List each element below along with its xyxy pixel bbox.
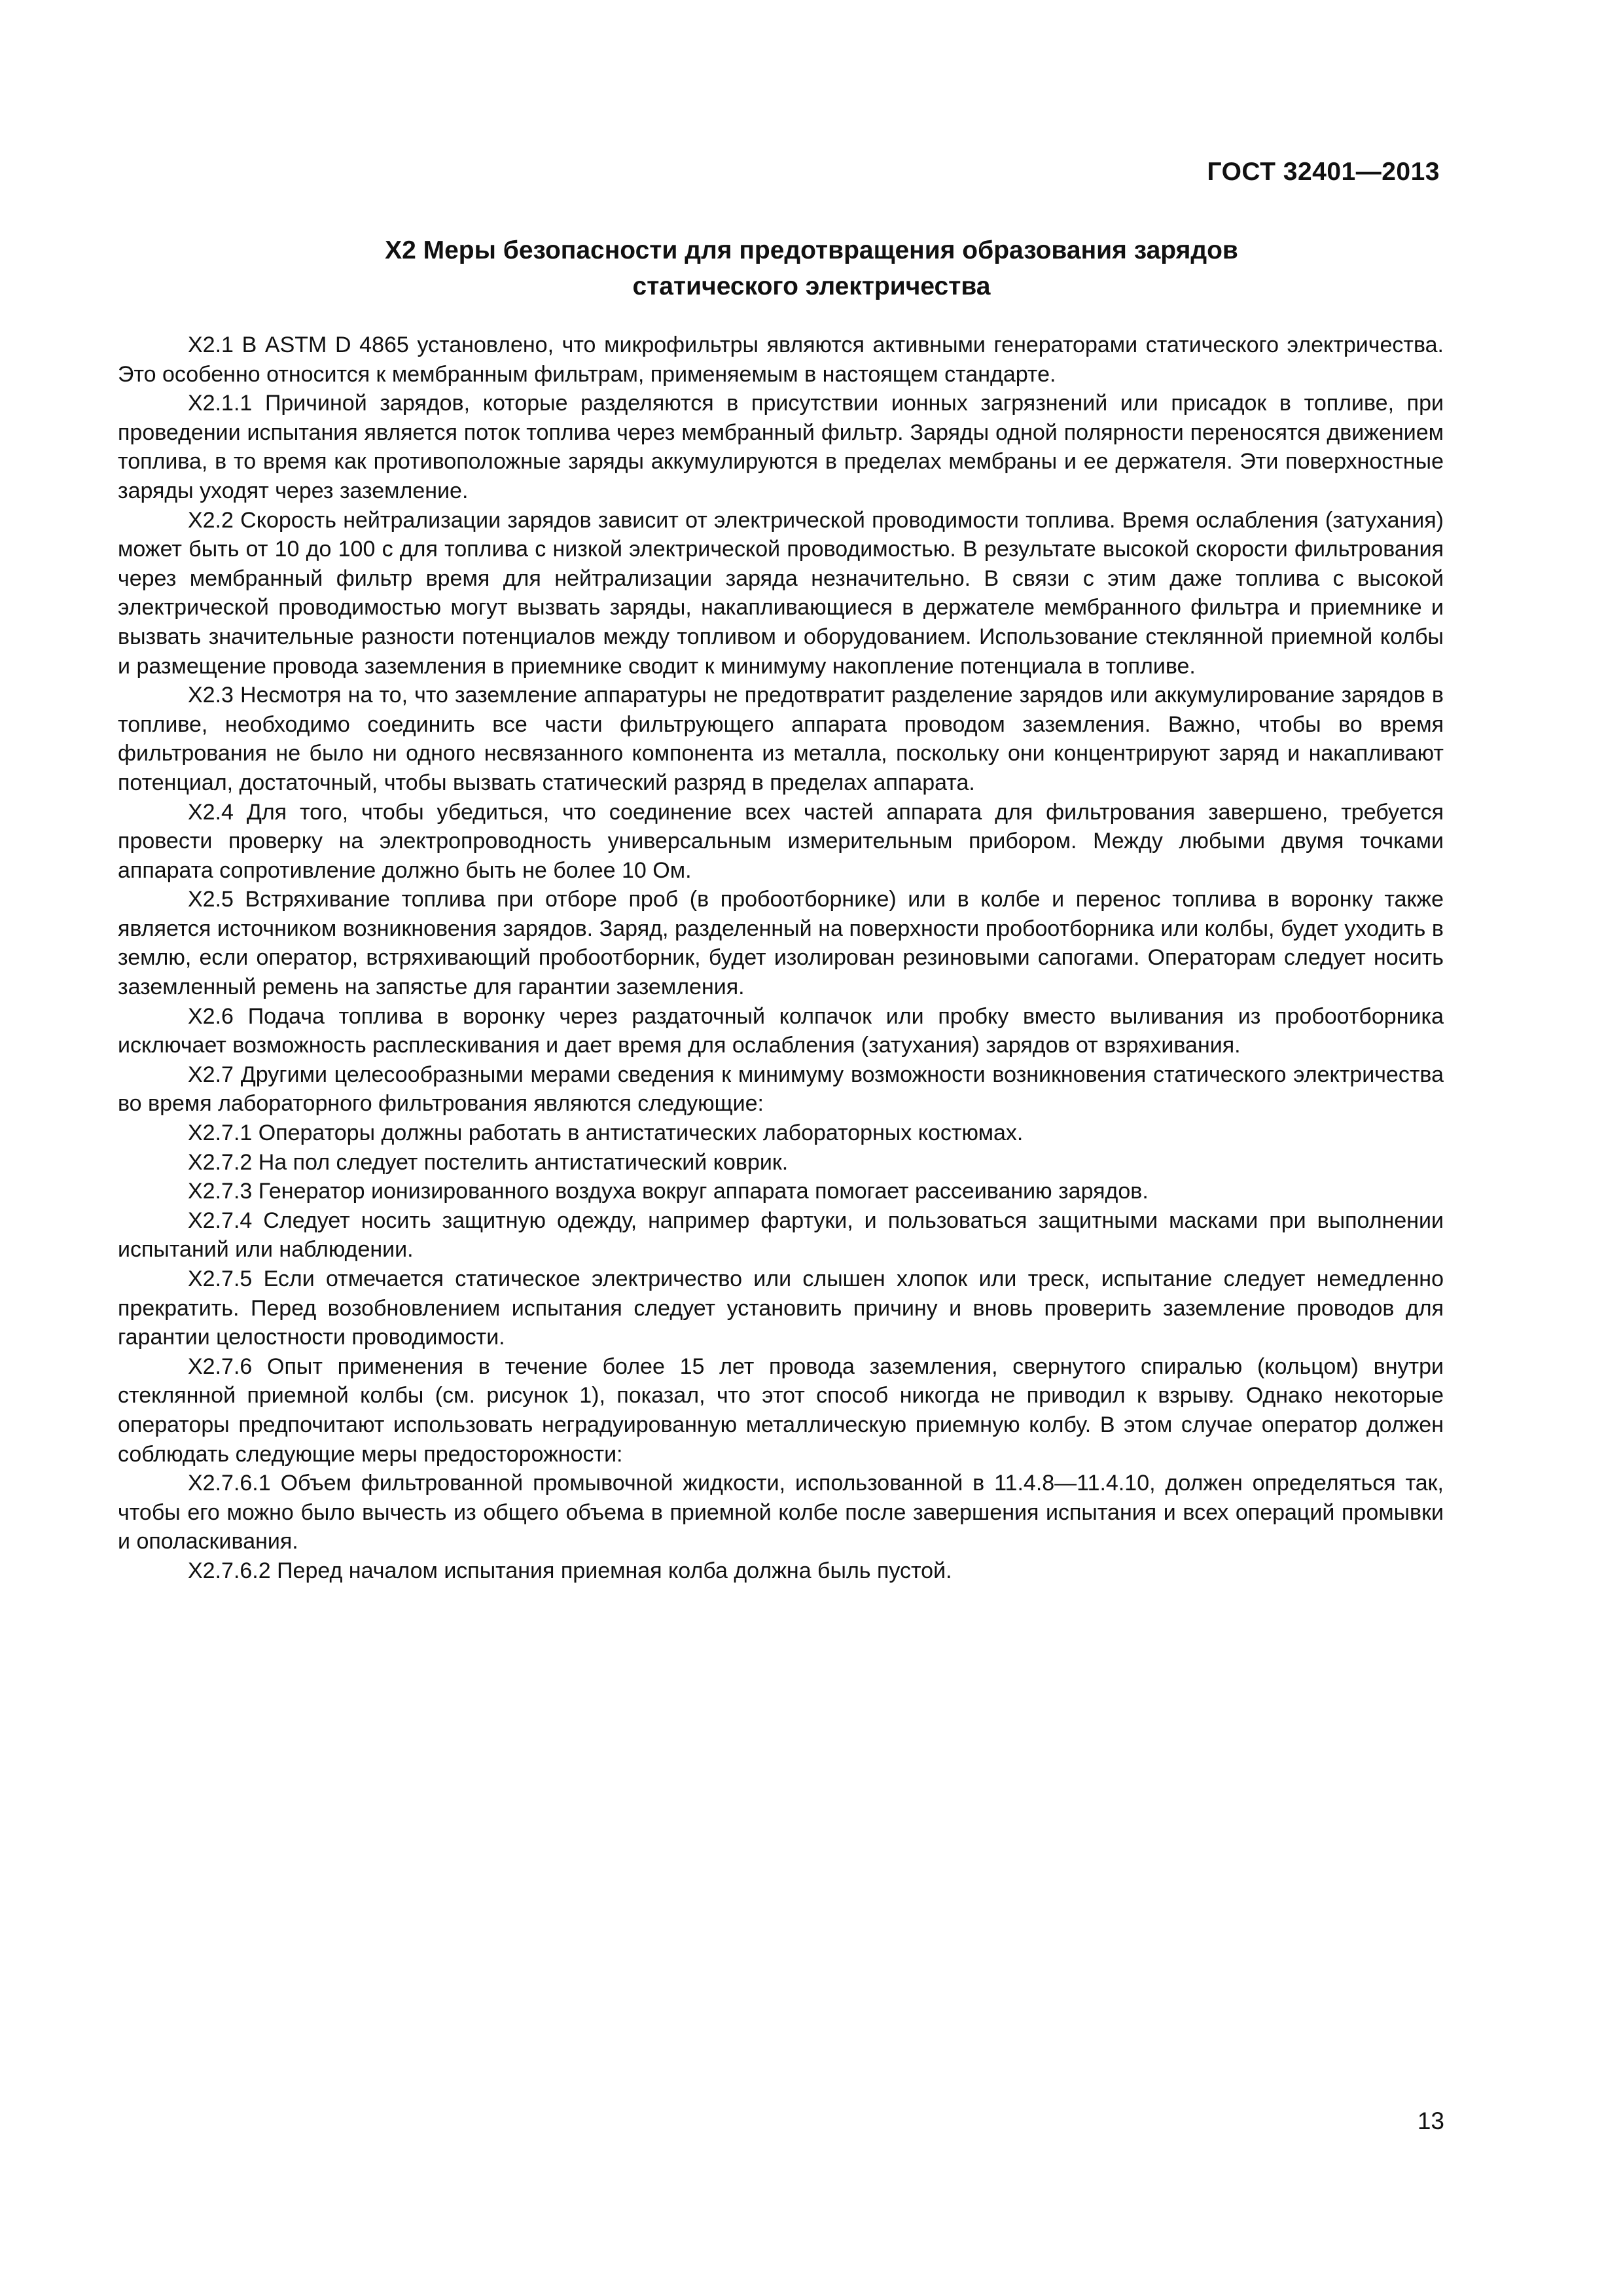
- section-title-line-2: статического электричества: [632, 272, 991, 300]
- paragraph-x2-7-6-1: X2.7.6.1 Объем фильтрованной промывочной жидкости, использованной в 11.4.8—11.4.10, должен определяться так, чтобы его можно было вычесть из общего объема в приемной колбе после завершения испытания и всех операций промывки и ополаскивания.: [118, 1471, 1444, 1554]
- paragraph-x2-1: X2.1 В ASTM D 4865 установлено, что микрофильтры являются активными генераторами статического электричества. Это особенно относится к мембранным фильтрам, применяемым в настоящем стандарте.: [118, 332, 1444, 387]
- paragraph-x2-7-2: X2.7.2 На пол следует постелить антистатический коврик.: [188, 1149, 789, 1175]
- paragraph-x2-7-5: X2.7.5 Если отмечается статическое электричество или слышен хлопок или треск, испытание следует немедленно прекратить. Перед возобновлением испытания следует установить причину и вновь проверить заземление проводов для гарантии целостности проводимости.: [118, 1266, 1444, 1350]
- paragraph-x2-7-4: X2.7.4 Следует носить защитную одежду, например фартуки, и пользоваться защитными масками при выполнении испытаний или наблюдении.: [118, 1208, 1444, 1263]
- section-title-line-1: X2 Меры безопасности для предотвращения образования зарядов: [385, 236, 1238, 264]
- paragraph-x2-2: X2.2 Скорость нейтрализации зарядов зависит от электрической проводимости топлива. Время ослабления (затухания) может быть от 10 до 100 с для топлива с низкой электрической проводимостью. В результате высокой скорости фильтрования через мембранный фильтр время для нейтрализации заряда незначительно. В связи с этим даже топлива с высокой электрической проводимостью могут вызвать заряды, накапливающиеся в держателе мембранного фильтра и приемнике и вызвать значительные разности потенциалов между топливом и оборудованием. Использование стеклянной приемной колбы и размещение провода заземления в приемнике сводит к минимуму накопление потенциала в топливе.: [118, 507, 1444, 679]
- paragraph-x2-6: X2.6 Подача топлива в воронку через раздаточный колпачок или пробку вместо выливания из пробоотборника исключает возможность расплескивания и дает время для ослабления (затухания) зарядов от взряхивания.: [118, 1003, 1444, 1058]
- paragraph-x2-7-6: X2.7.6 Опыт применения в течение более 15 лет провода заземления, свернутого спиралью (кольцом) внутри стеклянной приемной колбы (см. рисунок 1), показал, что этот способ никогда не приводил к взрыву. Однако некоторые операторы предпочитают использовать неградуированную металлическую приемную колбу. В этом случае оператор должен соблюдать следующие меры предосторожности:: [118, 1354, 1444, 1467]
- paragraph-x2-3: X2.3 Несмотря на то, что заземление аппаратуры не предотвратит разделение зарядов или аккумулирование зарядов в топливе, необходимо соединить все части фильтрующего аппарата проводом заземления. Важно, чтобы во время фильтрования не было ни одного несвязанного компонента из металла, поскольку они концентрируют заряд и накапливают потенциал, достаточный, чтобы вызвать статический разряд в пределах аппарата.: [118, 683, 1444, 795]
- section-body: [118, 331, 1444, 1586]
- paragraph-x2-7-3: X2.7.3 Генератор ионизированного воздуха вокруг аппарата помогает рассеиванию зарядов.: [188, 1179, 1149, 1204]
- paragraph-x2-5: X2.5 Встряхивание топлива при отборе проб (в пробоотборнике) или в колбе и перенос топлива в воронку также является источником возникновения зарядов. Заряд, разделенный на поверхности пробоотборника или колбы, будет уходить в землю, если оператор, встряхивающий пробоотборник, будет изолирован резиновыми сапогами. Операторам следует носить заземленный ремень на запястье для гарантии заземления.: [118, 887, 1444, 1000]
- paragraph-x2-7: X2.7 Другими целесообразными мерами сведения к минимуму возможности возникновения статического электричества во время лабораторного фильтрования являются следующие:: [118, 1062, 1444, 1117]
- paragraph-x2-7-6-2: X2.7.6.2 Перед началом испытания приемная колба должна быль пустой.: [188, 1558, 952, 1583]
- paragraph-x2-4: X2.4 Для того, чтобы убедиться, что соединение всех частей аппарата для фильтрования завершено, требуется провести проверку на электропроводность универсальным измерительным прибором. Между любыми двумя точками аппарата сопротивление должно быть не более 10 Ом.: [118, 799, 1444, 883]
- page-number: 13: [1417, 2108, 1444, 2134]
- paragraph-x2-1-1: X2.1.1 Причиной зарядов, которые разделяются в присутствии ионных загрязнений или присадок в топливе, при проведении испытания является поток топлива через мембранный фильтр. Заряды одной полярности переносятся движением топлива, в то время как противоположные заряды аккумулируются в пределах мембраны и ее держателя. Эти поверхностные заряды уходят через заземление.: [118, 391, 1444, 503]
- paragraph-x2-7-1: X2.7.1 Операторы должны работать в антистатических лабораторных костюмах.: [188, 1121, 1024, 1146]
- document-code: ГОСТ 32401—2013: [1207, 158, 1440, 186]
- section-title: [196, 232, 1427, 304]
